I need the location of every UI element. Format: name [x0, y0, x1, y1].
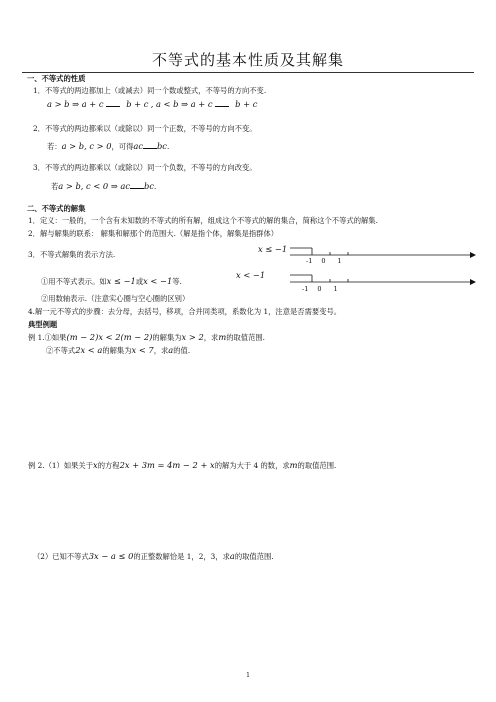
section1-heading: 一、不等式的性质: [27, 74, 86, 83]
examples-heading: 典型例题: [28, 320, 58, 329]
section1-property1: 1．不等式的两边都加上（或减去）同一个数或整式，不等号的方向不变.: [33, 86, 267, 95]
page-title: 不等式的基本性质及其解集: [151, 51, 344, 69]
representation-numberline: ②用数轴表示.（注意实心圈与空心圈的区别）: [41, 294, 190, 303]
answer-blank: [215, 99, 229, 107]
numline2-label: x < −1: [236, 270, 266, 280]
answer-blank: [130, 181, 144, 189]
section1-property2-example: 若：a > b, c > 0，可得ac bc.: [47, 141, 170, 151]
section1-property3-example: 若a > b, c < 0 ⇒ ac bc.: [51, 181, 157, 191]
representation-inequality: ①用不等式表示。如x ≤ −1或x < −1等.: [41, 276, 182, 286]
example1-part1: 例 1.①如果(m − 2)x < 2(m − 2)的解集为x > 2，求m的取值范围.: [28, 332, 266, 342]
example1-part2: ②不等式2x < a的解集为x < 7，求a的值.: [46, 345, 191, 355]
section2-heading: 二、不等式的解集: [27, 204, 86, 213]
answer-blank: [106, 99, 120, 107]
solving-steps: 4.解一元不等式的步骤：去分母，去括号，移项，合并同类项，系数化为 1，注意是否需要变号。: [28, 307, 342, 316]
example2-part1: 例 2.（1）如果关于x的方程2x + 3m = 4m − 2 + x的解为大于 4 的数，求m的取值范围.: [28, 460, 337, 470]
title-underline: [22, 72, 474, 73]
section1-property1-formula: a > b ⇒ a + c b + c , a < b ⇒ a + c b + c: [47, 99, 258, 109]
section2-relation: 2．解与解集的联系： 解集和解那个的范围大.（解是指个体，解集是指群体）: [28, 229, 279, 238]
numline2-ticks: -1 0 1: [302, 285, 338, 293]
section1-property2: 2．不等式的两边都乘以（或除以）同一个正数，不等号的方向不变。: [33, 124, 257, 133]
numline1-ticks: -1 0 1: [306, 257, 342, 265]
page-number: 1: [246, 672, 250, 679]
section2-representation: 3．不等式解集的表示方法.: [28, 250, 116, 259]
answer-blank: [143, 141, 157, 149]
section2-definition: 1．定义：一般的，一个含有未知数的不等式的所有解，组成这个不等式的解的集合，简称这个不等式的解集.: [28, 216, 378, 225]
numline1-label: x ≤ −1: [258, 244, 288, 254]
example2-part2: （2）已知不等式3x − a ≤ 0的正整数解恰是 1，2，3，求a的取值范围.: [33, 551, 274, 561]
section1-property3: 3．不等式的两边都乘以（或除以）同一个负数，不等号的方向改变。: [33, 163, 257, 172]
